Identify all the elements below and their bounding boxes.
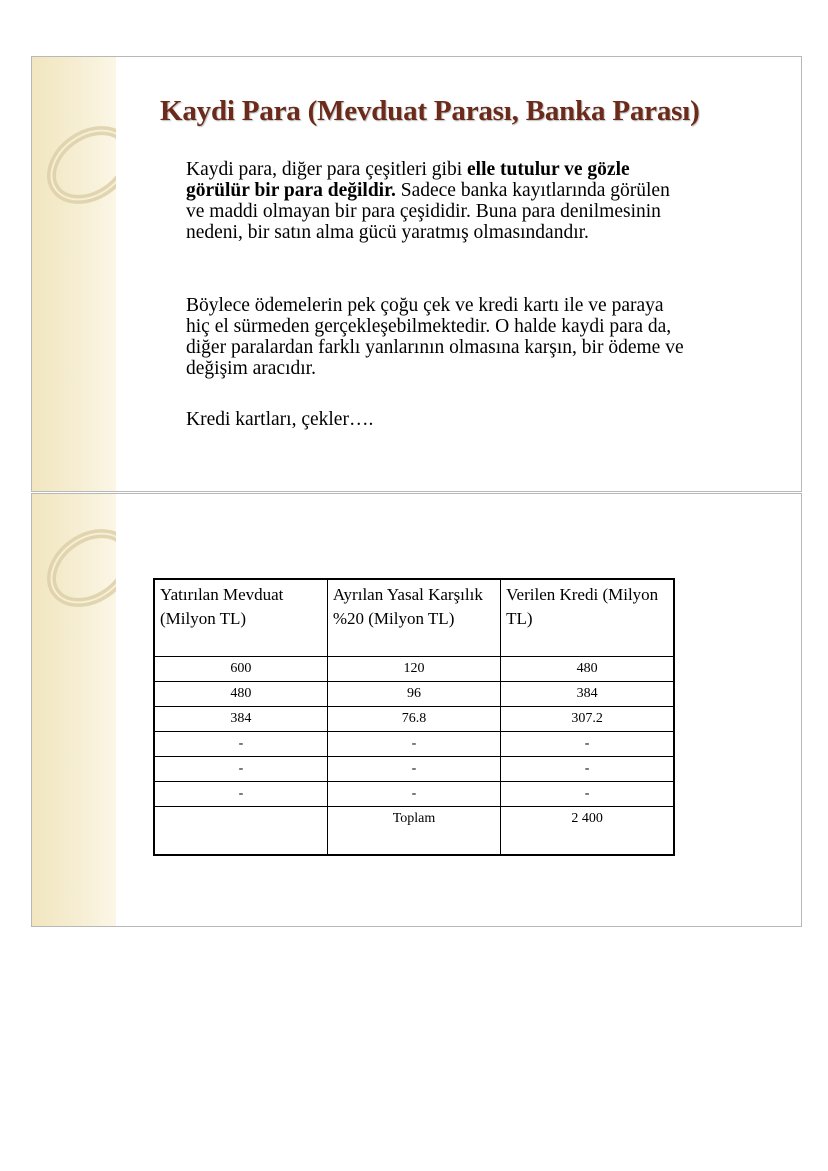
table-cell: [154, 807, 327, 856]
table-cell: 384: [501, 682, 674, 707]
table-row: [154, 682, 674, 707]
table-total-row: [154, 807, 674, 856]
table-row: [154, 657, 674, 682]
table-cell: -: [327, 732, 500, 757]
paragraph-definition-start: Kaydi para, diğer para çeşitleri gibi: [186, 159, 468, 180]
paragraph-payments: Böylece ödemelerin pek çoğu çek ve kredi kartı ile ve paraya hiç el sürmeden gerçekleşebilmektedir. O halde kaydi para da, diğer paralardan farklı yanlarının olmasına karşın, bir ödeme ve değişim aracıdır.: [186, 295, 684, 379]
table-cell: 480: [501, 657, 674, 682]
slide-2: [31, 493, 802, 927]
total-label: Toplam: [327, 807, 500, 856]
table-cell: 384: [154, 707, 327, 732]
table-row: [154, 732, 674, 757]
table-cell: 480: [154, 682, 327, 707]
header-deposit: Yatırılan Mevduat (Milyon TL): [154, 579, 327, 657]
table-cell: 96: [327, 682, 500, 707]
table-row: [154, 757, 674, 782]
table-cell: 307.2: [501, 707, 674, 732]
paragraph-definition: [186, 159, 686, 243]
table-row: [154, 782, 674, 807]
credit-multiplier-table: [153, 578, 675, 856]
table-cell: -: [501, 757, 674, 782]
header-reserve: Ayrılan Yasal Karşılık %20 (Milyon TL): [327, 579, 500, 657]
slide-1: [31, 56, 802, 492]
table-cell: 600: [154, 657, 327, 682]
table-cell: -: [154, 757, 327, 782]
ring-ornament-icon: [32, 57, 116, 492]
ring-ornament-icon: [32, 494, 116, 927]
table-header-row: [154, 579, 674, 657]
table-cell: -: [327, 782, 500, 807]
table-row: [154, 707, 674, 732]
paragraph-definition-bold: elle tutulur ve gözle görülür bir para değildir.: [186, 159, 630, 201]
table-cell: -: [501, 732, 674, 757]
slide-title: Kaydi Para (Mevduat Parası, Banka Parası): [160, 95, 700, 127]
table-cell: -: [501, 782, 674, 807]
paragraph-definition-end: Sadece banka kayıtlarında görülen ve maddi olmayan bir para çeşididir. Buna para denilmesinin nedeni, bir satın alma gücü yaratmış olmasındandır.: [186, 180, 670, 243]
table-cell: -: [154, 782, 327, 807]
paragraph-examples: Kredi kartları, çekler….: [186, 409, 374, 430]
table-cell: 76.8: [327, 707, 500, 732]
decorative-sidebar: [32, 494, 116, 926]
decorative-sidebar: [32, 57, 116, 491]
table-cell: 120: [327, 657, 500, 682]
table-cell: -: [327, 757, 500, 782]
table-cell: -: [154, 732, 327, 757]
total-value: 2 400: [501, 807, 674, 856]
header-credit: Verilen Kredi (Milyon TL): [501, 579, 674, 657]
